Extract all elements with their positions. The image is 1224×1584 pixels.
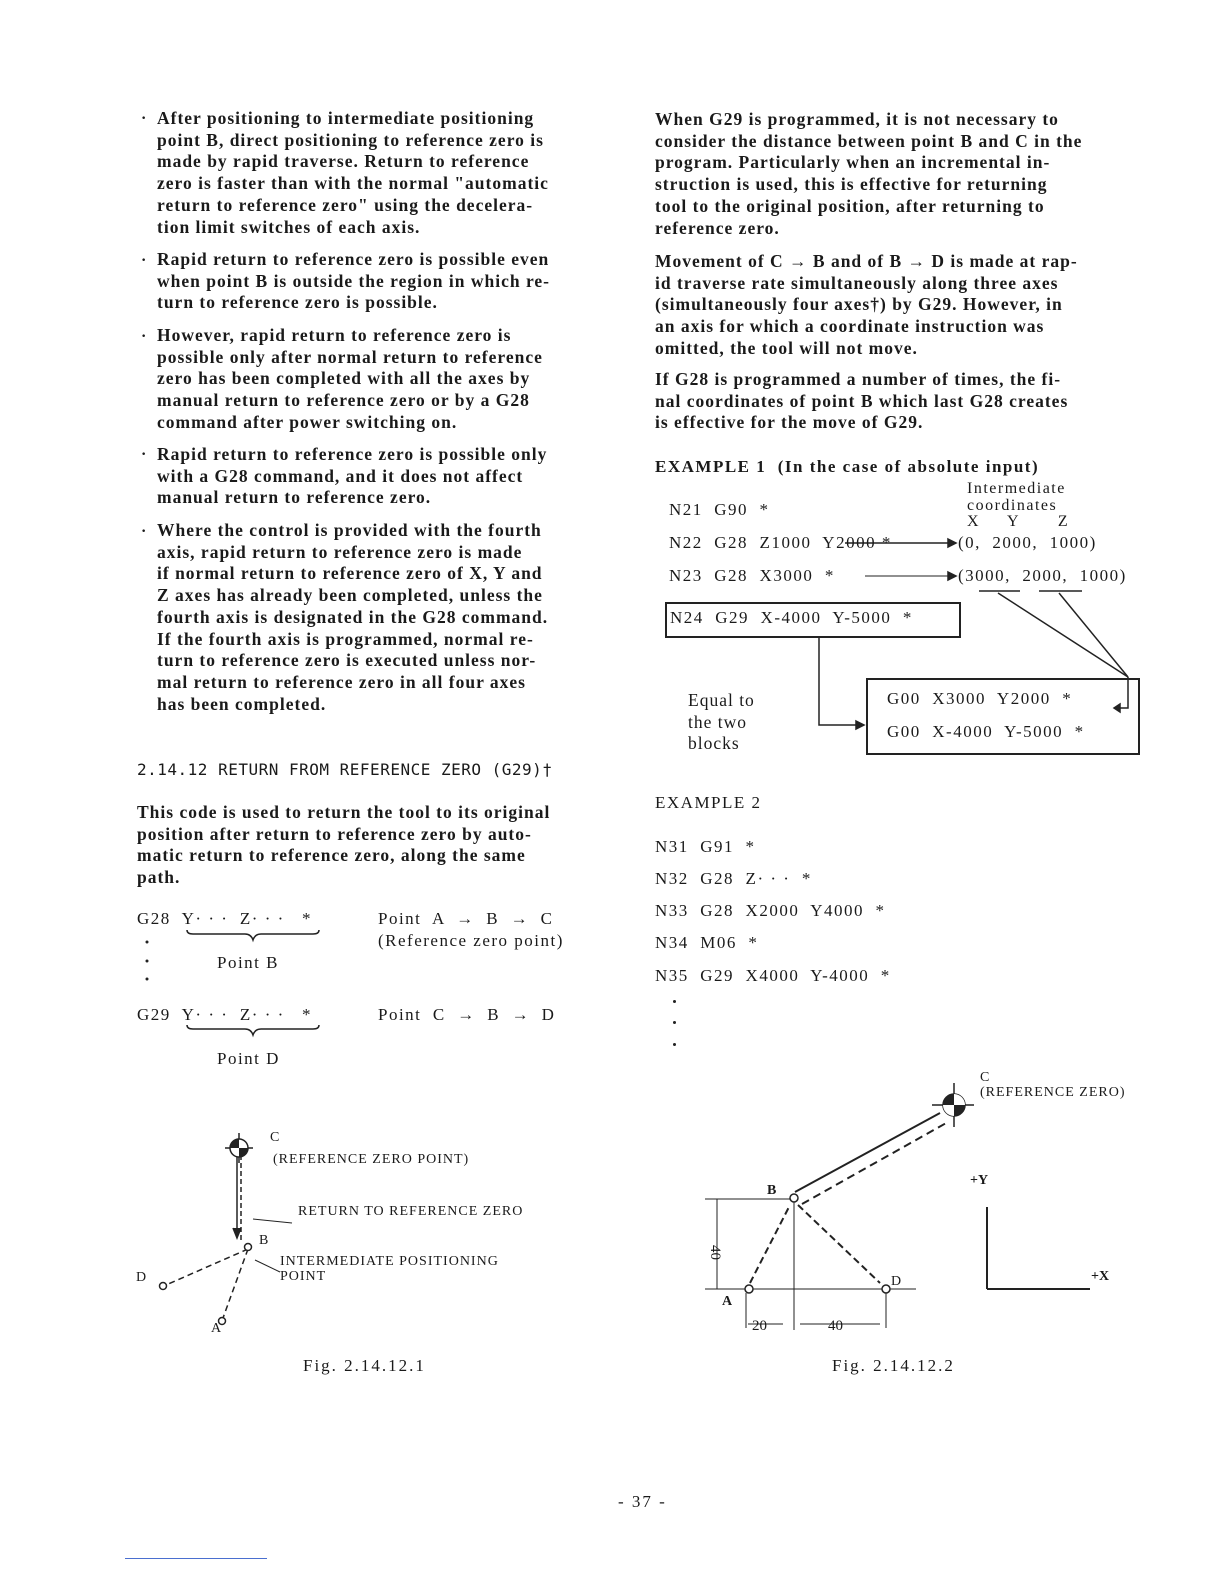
example1-equivalent-block: G00 X-4000 Y-5000 * [887, 722, 1085, 741]
fig2-y-axis-label: +Y [970, 1173, 989, 1188]
fig1-intermediate-label: INTERMEDIATE POSITIONING [280, 1254, 499, 1269]
bullet-mark: · [141, 523, 147, 540]
fig2-b-label: B [767, 1183, 777, 1198]
example2-line: N34 M06 * [655, 933, 759, 952]
bullet-paragraph: Rapid return to reference zero is possible only with a G28 command, and it does not affect manual return to reference zero. [157, 444, 548, 508]
right-paragraph: Movement of C → B and of B → D is made at rap- id traverse rate simultaneously along three axes (simultaneously four axes†) by G29. However, in an axis for which a coordinate instruction was omitted, the tool will not move. [655, 251, 1078, 358]
example1-line: N21 G90 * [669, 500, 770, 519]
bullet-paragraph: Rapid return to reference zero is possible even when point B is outside the region in which re- turn to reference zero is possible. [157, 249, 550, 313]
example2-line: N31 G91 * [655, 837, 756, 856]
bullet-mark: · [141, 328, 147, 345]
section-text: This code is used to return the tool to its original position after return to reference zero by auto- matic return to reference zero, along the same path. [137, 802, 551, 888]
example1-equal-label: Equal to the two blocks [688, 690, 755, 754]
g29-code: G29 Y· · · Z· · · * [137, 1005, 313, 1024]
example1-intermediate-title-2: coordinates [967, 497, 1058, 514]
example2-title: EXAMPLE 2 [655, 793, 762, 812]
right-paragraph: When G29 is programmed, it is not necessary to consider the distance between point B and C in the program. Particularly when an incremental in- struction is used, this is effective for returning tool to the original position, after returning to reference zero. [655, 109, 1083, 238]
bullet-mark: · [141, 252, 147, 269]
fig1-c-label: C [270, 1130, 280, 1145]
fig2-dim-y: 40 [707, 1245, 723, 1260]
bullet-mark: · [141, 110, 147, 127]
fig1-d-label: D [136, 1270, 147, 1285]
g29-point-label: Point D [217, 1049, 280, 1068]
bullet-paragraph: However, rapid return to reference zero is possible only after normal return to reference zero has been completed with all the axes by manual return to reference zero or by a G28 command after power switching on. [157, 325, 543, 432]
right-paragraph: If G28 is programmed a number of times, the fi- nal coordinates of point B which last G28 creates is effective for the move of G29. [655, 369, 1069, 433]
example2-line: N32 G28 Z· · · * [655, 869, 812, 888]
fig2-caption: Fig. 2.14.12.2 [832, 1356, 955, 1375]
fig1-a-label: A [211, 1321, 222, 1336]
example1-line: N23 G28 X3000 * [669, 566, 835, 585]
fig2-a-label: A [722, 1294, 733, 1309]
fig2-d-label: D [891, 1274, 902, 1289]
footer-rule [125, 1558, 267, 1559]
page-number: - 37 - [618, 1492, 667, 1511]
brace-point-d [187, 1025, 319, 1035]
example1-intermediate-title: Intermediate [967, 480, 1066, 497]
fig2-x-axis-label: +X [1091, 1269, 1110, 1284]
fig2-dim-x2: 40 [828, 1318, 843, 1334]
section-heading: 2.14.12 RETURN FROM REFERENCE ZERO (G29)† [137, 760, 553, 779]
fig2-dim-x1: 20 [752, 1318, 767, 1334]
example1-equivalent-block: G00 X3000 Y2000 * [887, 689, 1073, 708]
example1-line-n24: N24 G29 X-4000 Y-5000 * [670, 608, 913, 627]
bullet-paragraph: Where the control is provided with the fourth axis, rapid return to reference zero is made if normal return to reference zero of X, Y and Z axes has already been completed, unless the fourth axis is designated in the G28 command. If the fourth axis is programmed, normal re- turn to reference zero is executed unless nor- mal return to reference zero in all four axes has been completed. [157, 520, 549, 714]
bullet-paragraph: After positioning to intermediate positioning point B, direct positioning to reference zero is made by rapid traverse. Return to reference zero is faster than with the normal "automatic return to reference zero" using the decelera- tion limit switches of each axis. [157, 108, 549, 237]
example1-coords: (3000, 2000, 1000) [958, 566, 1127, 585]
example1-axes: X Y Z [967, 513, 1070, 530]
g28-description-2: (Reference zero point) [378, 931, 564, 950]
example1-coords: (0, 2000, 1000) [958, 533, 1097, 552]
bullet-mark: · [141, 446, 147, 463]
fig2-diagram [705, 1083, 1090, 1330]
example2-line: N33 G28 X2000 Y4000 * [655, 901, 886, 920]
example2-line: N35 G29 X4000 Y-4000 * [655, 966, 891, 985]
example1-line: N22 G28 Z1000 Y2000 * [669, 533, 892, 552]
fig1-b-label: B [259, 1233, 269, 1248]
fig1-c-description: (REFERENCE ZERO POINT) [273, 1152, 470, 1167]
example1-title: EXAMPLE 1 (In the case of absolute input) [655, 457, 1040, 476]
fig2-c-description: (REFERENCE ZERO) [980, 1085, 1126, 1100]
g28-point-label: Point B [217, 953, 279, 972]
g28-description: Point A → B → C [378, 909, 554, 928]
brace-point-b [187, 930, 319, 940]
g28-code: G28 Y· · · Z· · · * [137, 909, 313, 928]
g29-description: Point C → B → D [378, 1005, 556, 1024]
fig1-intermediate-label-2: POINT [280, 1269, 327, 1284]
fig2-c-label: C [980, 1070, 990, 1085]
fig1-caption: Fig. 2.14.12.1 [303, 1356, 426, 1375]
fig1-return-label: RETURN TO REFERENCE ZERO [298, 1204, 524, 1219]
ellipsis-dots [146, 941, 149, 981]
